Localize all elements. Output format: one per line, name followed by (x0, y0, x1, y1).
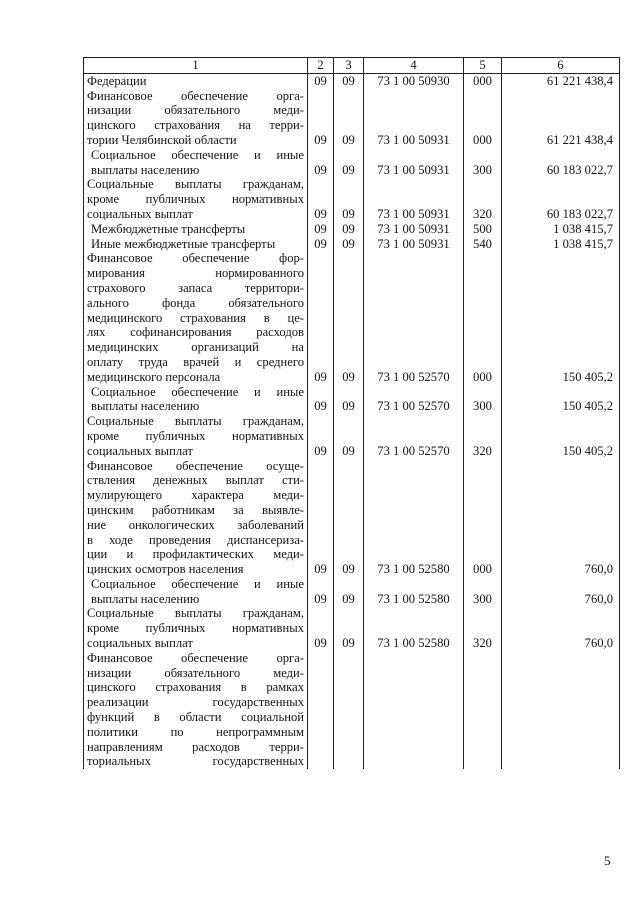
target-article-cell: 73 1 00 50931 (364, 222, 464, 237)
row-name-line: Межбюджетные трансферты (91, 221, 246, 236)
target-article-cell: 73 1 00 50931 (364, 177, 464, 221)
row-name-line: в ходе проведения диспансериза- (87, 532, 304, 547)
row-name-line: Социальное обеспечение и иные (91, 384, 304, 399)
header-col-5: 5 (464, 58, 502, 74)
row-name-line: ние онкологических заболеваний (87, 517, 304, 532)
header-col-6: 6 (502, 58, 620, 74)
expense-type-cell: 500 (464, 222, 502, 237)
target-article-cell: 73 1 00 52580 (364, 577, 464, 607)
section-code-cell: 09 (308, 222, 334, 237)
row-name-line: медицинских организаций на (87, 340, 304, 355)
table-row (84, 237, 620, 252)
budget-table (83, 57, 620, 769)
row-name-line: ториальных государственных (87, 754, 304, 769)
section-code-cell: 09 (308, 73, 334, 88)
row-name-line: направлениям расходов терри- (87, 739, 304, 754)
row-name-line: низации обязательного меди- (87, 103, 304, 118)
row-name-cell (84, 414, 308, 458)
subsection-code-cell: 09 (334, 459, 364, 577)
section-code-cell: 09 (308, 148, 334, 178)
row-name-line: Социальные выплаты гражданам, (87, 414, 304, 429)
row-name-cell (84, 606, 308, 650)
expense-type-cell: 300 (464, 385, 502, 415)
row-name-cell (84, 577, 308, 607)
row-name-cell (84, 385, 308, 415)
section-code-cell: 09 (308, 414, 334, 458)
row-name-line: выплаты населению (91, 162, 200, 177)
row-name-line: Иные межбюджетные трансферты (91, 236, 276, 251)
row-name-line: Социальные выплаты гражданам, (87, 177, 304, 192)
amount-cell: 150 405,2 (502, 385, 620, 415)
subsection-code-cell: 09 (334, 577, 364, 607)
expense-type-cell (464, 651, 502, 769)
amount-cell: 1 038 415,7 (502, 237, 620, 252)
row-name-line: Социальное обеспечение и иные (91, 147, 304, 162)
subsection-code-cell: 09 (334, 148, 364, 178)
expense-type-cell: 000 (464, 251, 502, 384)
row-name-line: Финансовое обеспечение фор- (87, 251, 304, 266)
row-name-line: медицинского персонала (87, 369, 221, 384)
section-code-cell: 09 (308, 89, 334, 148)
table-row (84, 89, 620, 148)
row-name-line: цинского страхования в рамках (87, 680, 304, 695)
row-name-line: социальных выплат (87, 636, 193, 651)
expense-type-cell: 000 (464, 89, 502, 148)
table-row (84, 385, 620, 415)
row-name-line: цинским работникам за выявле- (87, 502, 304, 517)
section-code-cell: 09 (308, 385, 334, 415)
row-name-line: Финансовое обеспечение орга- (87, 88, 304, 103)
expense-type-cell: 320 (464, 606, 502, 650)
row-name-line: ального фонда обязательного (87, 295, 304, 310)
row-name-line: мирования нормированного (87, 266, 304, 281)
row-name-line: страхового запаса территори- (87, 280, 304, 295)
subsection-code-cell: 09 (334, 606, 364, 650)
row-name-line: кроме публичных нормативных (87, 192, 304, 207)
section-code-cell: 09 (308, 237, 334, 252)
expense-type-cell: 300 (464, 577, 502, 607)
target-article-cell (364, 651, 464, 769)
amount-cell: 61 221 438,4 (502, 73, 620, 88)
row-name-line: низации обязательного меди- (87, 665, 304, 680)
target-article-cell: 73 1 00 50931 (364, 148, 464, 178)
row-name-line: Социальные выплаты гражданам, (87, 606, 304, 621)
row-name-line: Финансовое обеспечение осуще- (87, 458, 304, 473)
header-col-4: 4 (364, 58, 464, 74)
amount-cell: 1 038 415,7 (502, 222, 620, 237)
row-name-line: тории Челябинской области (87, 132, 237, 147)
row-name-line: оплату труда врачей и среднего (87, 354, 304, 369)
amount-cell: 760,0 (502, 577, 620, 607)
subsection-code-cell: 09 (334, 177, 364, 221)
row-name-cell (84, 148, 308, 178)
amount-cell: 760,0 (502, 459, 620, 577)
table-row (84, 459, 620, 577)
page-number: 5 (604, 853, 611, 868)
row-name-line: выплаты населению (91, 399, 200, 414)
row-name-line: социальных выплат (87, 206, 193, 221)
section-code-cell: 09 (308, 606, 334, 650)
amount-cell: 150 405,2 (502, 251, 620, 384)
target-article-cell: 73 1 00 52570 (364, 414, 464, 458)
expense-type-cell: 540 (464, 237, 502, 252)
amount-cell (502, 651, 620, 769)
subsection-code-cell: 09 (334, 222, 364, 237)
row-name-line: Федерации (87, 73, 147, 88)
row-name-line: социальных выплат (87, 443, 193, 458)
row-name-cell (84, 237, 308, 252)
row-name-line: мулирующего характера меди- (87, 488, 304, 503)
row-name-cell (84, 73, 308, 88)
table-row (84, 177, 620, 221)
table-row (84, 148, 620, 178)
row-name-line: цинского страхования на терри- (87, 118, 304, 133)
row-name-cell (84, 177, 308, 221)
subsection-code-cell: 09 (334, 414, 364, 458)
row-name-line: реализации государственных (87, 695, 304, 710)
target-article-cell: 73 1 00 52580 (364, 606, 464, 650)
expense-type-cell: 300 (464, 148, 502, 178)
section-code-cell: 09 (308, 577, 334, 607)
budget-table-page (83, 57, 619, 769)
row-name-line: выплаты населению (91, 591, 200, 606)
expense-type-cell: 000 (464, 459, 502, 577)
row-name-line: Финансовое обеспечение орга- (87, 650, 304, 665)
table-row (84, 606, 620, 650)
row-name-line: кроме публичных нормативных (87, 428, 304, 443)
target-article-cell: 73 1 00 50931 (364, 89, 464, 148)
section-code-cell: 09 (308, 177, 334, 221)
row-name-cell (84, 251, 308, 384)
amount-cell: 60 183 022,7 (502, 148, 620, 178)
target-article-cell: 73 1 00 52580 (364, 459, 464, 577)
table-row (84, 251, 620, 384)
amount-cell: 150 405,2 (502, 414, 620, 458)
subsection-code-cell: 09 (334, 89, 364, 148)
target-article-cell: 73 1 00 52570 (364, 385, 464, 415)
amount-cell: 760,0 (502, 606, 620, 650)
header-col-2: 2 (308, 58, 334, 74)
target-article-cell: 73 1 00 50930 (364, 73, 464, 88)
section-code-cell (308, 651, 334, 769)
subsection-code-cell: 09 (334, 385, 364, 415)
subsection-code-cell (334, 651, 364, 769)
expense-type-cell: 000 (464, 73, 502, 88)
header-col-3: 3 (334, 58, 364, 74)
header-col-1: 1 (84, 58, 308, 74)
table-row (84, 414, 620, 458)
table-row (84, 73, 620, 88)
subsection-code-cell: 09 (334, 237, 364, 252)
target-article-cell: 73 1 00 50931 (364, 237, 464, 252)
amount-cell: 60 183 022,7 (502, 177, 620, 221)
table-row (84, 651, 620, 769)
target-article-cell: 73 1 00 52570 (364, 251, 464, 384)
row-name-line: кроме публичных нормативных (87, 621, 304, 636)
row-name-line: ствления денежных выплат сти- (87, 473, 304, 488)
subsection-code-cell: 09 (334, 73, 364, 88)
row-name-cell (84, 651, 308, 769)
expense-type-cell: 320 (464, 177, 502, 221)
row-name-cell (84, 89, 308, 148)
table-body (84, 73, 620, 769)
amount-cell: 61 221 438,4 (502, 89, 620, 148)
row-name-line: цинских осмотров населения (87, 562, 244, 577)
section-code-cell: 09 (308, 251, 334, 384)
table-row (84, 577, 620, 607)
subsection-code-cell: 09 (334, 251, 364, 384)
row-name-line: политики по непрограммным (87, 724, 304, 739)
row-name-line: ции и профилактических меди- (87, 547, 304, 562)
table-header-row (84, 58, 620, 74)
row-name-line: лях софинансирования расходов (87, 325, 304, 340)
expense-type-cell: 320 (464, 414, 502, 458)
row-name-cell (84, 459, 308, 577)
table-row (84, 222, 620, 237)
section-code-cell: 09 (308, 459, 334, 577)
row-name-line: медицинского страхования в це- (87, 310, 304, 325)
row-name-line: функций в области социальной (87, 710, 304, 725)
row-name-line: Социальное обеспечение и иные (91, 576, 304, 591)
row-name-cell (84, 222, 308, 237)
